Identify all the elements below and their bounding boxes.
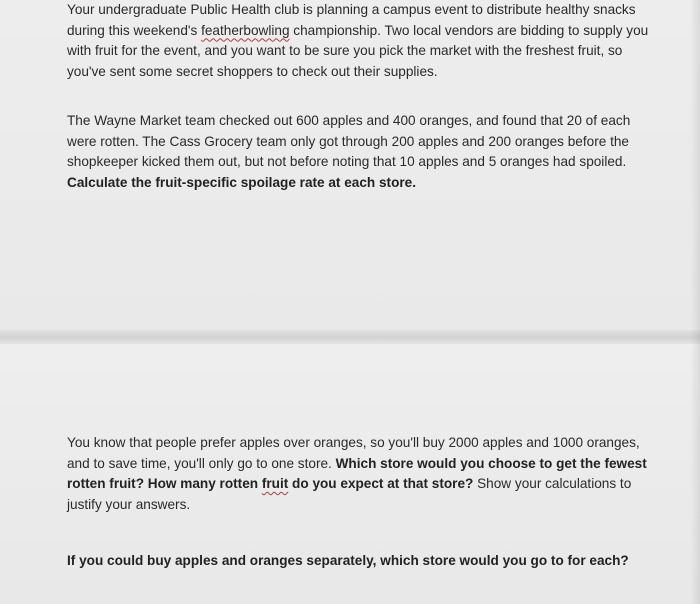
store-choice-question-end: do you expect at that store?	[288, 476, 474, 492]
scenario-text: The Wayne Market team checked out 600 apples and 400 oranges, and found that 20 of each were rotten. The Cass Grocery team only got through 200 apples and 200 oranges before the shopkeeper kicked them out, but not before noting that 10 apples and 5 oranges had spoiled.	[67, 113, 631, 170]
section-divider	[0, 330, 700, 344]
separate-purchase-paragraph	[67, 551, 657, 572]
misspelled-word: featherbowling	[201, 22, 290, 38]
purchase-text: You know that people prefer apples over oranges, so you'll buy 2000 apples and 1000 oranges, and to save time, you'll only go to one store.	[67, 435, 640, 471]
intro-text-after: championship. Two local vendors are bidding to supply you with fruit for the event, and you want to be sure you pick the market with the freshest fruit, so you've sent some secret shoppers to check out their supplies.	[67, 22, 649, 79]
separate-store-question: If you could buy apples and oranges separately, which store would you go to for each?	[67, 553, 629, 568]
intro-paragraph	[67, 0, 657, 82]
purchase-paragraph	[67, 433, 657, 515]
misspelled-word-fruit: fruit	[261, 476, 289, 492]
page-edge-shadow	[690, 0, 700, 604]
store-choice-question-start: Which store would you choose to get the fewest rotten fruit? How many rotten	[67, 455, 647, 492]
calculation-instruction: Show your calculations to justify your answers.	[67, 476, 632, 512]
spoilage-rate-question: Calculate the fruit-specific spoilage rate at each store.	[67, 174, 417, 190]
scenario-paragraph	[67, 111, 657, 193]
intro-text-before: Your undergraduate Public Health club is planning a campus event to distribute healthy snacks during this weekend's	[67, 2, 636, 38]
